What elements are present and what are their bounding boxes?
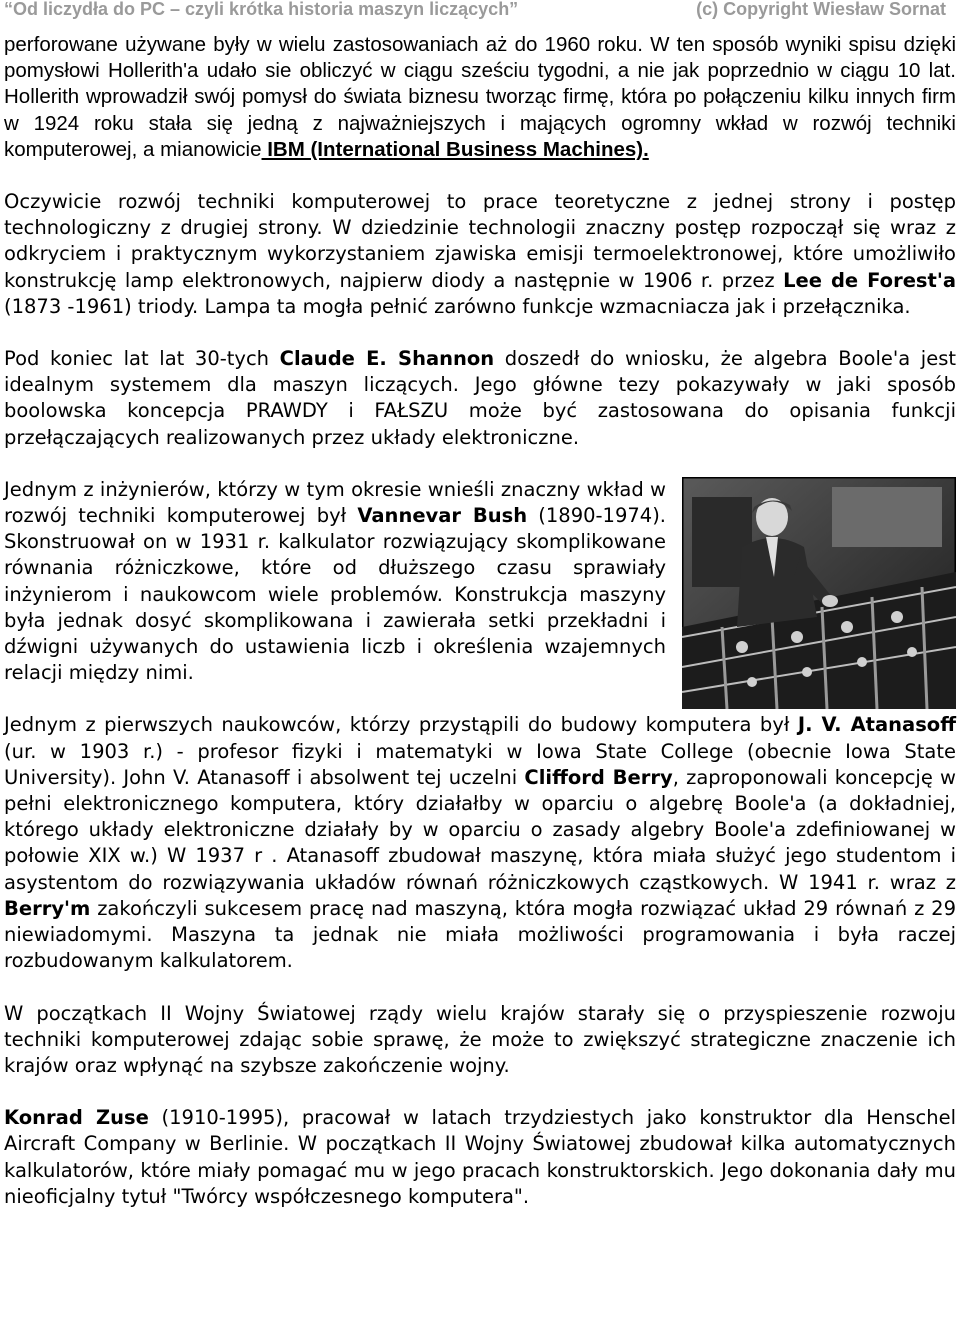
paragraph-zuse [4, 1105, 956, 1210]
paragraph-text: , zaproponowali koncepcję w pełni elektronicznego komputera, który działałby w oparciu o algebrę Boole'a (a dokładniej, którego układy elektroniczne działały by w oparciu o zasady algebry Boole'a zdefiniowanej w połowie XIX w.) W 1937 r . Atanasoff zbudował maszynę, która miała służyć jego studentom i asystentom do rozwiązywania układów równań różniczkowych cząstkowych. W 1941 r. wraz z [4, 765, 956, 894]
name-berry: Berry'm [4, 896, 91, 920]
header-copyright: (c) Copyright Wiesław Sornat [696, 0, 946, 19]
paragraph-text: (1910-1995), pracował w latach trzydziestych jako konstruktor dla Henschel Aircraft Company w Berlinie. W początkach II Wojny Światowej zbudował kilka automatycznych kalkulatorów, które miały pomagać mu w jego pracach konstruktorskich. Jego dokonania dały mu nieoficjalny tytuł "Twórcy współczesnego komputera". [4, 1106, 956, 1208]
paragraph-text: W początkach II Wojny Światowej rządy wielu krajów starały się o przyspieszenie rozwoju techniki komputerowej zdając sobie sprawę, że może to zwiększyć strategiczne znaczenie ich krajów oraz wpłynąć na szybsze zakończenie wojny. [4, 1001, 956, 1077]
name-clifford-berry: Clifford Berry [524, 765, 673, 789]
name-bush: Vannevar Bush [357, 504, 528, 528]
paragraph-hollerith [4, 32, 956, 163]
paragraph-ww2 [4, 1001, 956, 1080]
running-header [4, 0, 956, 22]
paragraph-text: (ur. w 1903 r.) - profesor fizyki i matematyki w Iowa State College (obecnie Iowa State University). John V. Atanasoff i absolwent tej uczelni [4, 739, 956, 789]
paragraph-text: (1873 -1961) triody. Lampa ta mogła pełnić zarówno funkcje wzmacniacza jak i przełącznika. [4, 294, 911, 318]
vannevar-bush-photo [682, 477, 956, 709]
paragraph-text: Jednym z inżynierów, którzy w tym okresie wnieśli znaczny wkład w rozwój techniki komputerowej był [4, 477, 666, 528]
document-body [4, 32, 956, 1210]
paragraph-text: Oczywicie rozwój techniki komputerowej to prace teoretyczne z jednej strony i postęp technologiczny z drugiej strony. W dziedzinie technologii znaczny postęp rozpoczął się wraz z odkryciem i praktycznym wykorzystaniem zjawiska emisji termoelektronowej, które umożliwiło konstrukcję lamp elektronowych, najpierw diody a następnie w 1906 r. przez [4, 190, 956, 292]
header-title: “Od liczydła do PC – czyli krótka historia maszyn liczących” [4, 0, 519, 19]
name-zuse: Konrad Zuse [4, 1106, 149, 1130]
paragraph-text: Pod koniec lat lat 30-tych [4, 347, 280, 371]
name-atanasoff: J. V. Atanasoff [797, 713, 956, 737]
paragraph-atanasoff [4, 712, 956, 974]
paragraph-bush [4, 477, 666, 687]
paragraph-text: (1890-1974). Skonstruował on w 1931 r. kalkulator rozwiązujący skomplikowane równania różniczkowe, które od dłuższego czasu sprawiały inżynierom i naukowcom wiele problemów. Konstrukcja maszyny była jednak dosyć skomplikowana i zawierała setki przekładni i dźwigni używanych do ustawienia liczb i określenia wzajemnych relacji między nimi. [4, 504, 666, 685]
ibm-link: IBM (International Business Machines). [261, 137, 649, 161]
name-shannon: Claude E. Shannon [279, 347, 495, 371]
paragraph-text: zakończyli sukcesem pracę nad maszyną, która mogła rozwiązać układ 29 równań z 29 niewiadomymi. Maszyna ta jednak nie miała możliwości programowania i była raczej rozbudowanym kalkulatorem. [4, 896, 956, 973]
paragraph-text: Jednym z pierwszych naukowców, którzy przystąpili do budowy komputera był [4, 713, 798, 737]
bush-section [4, 477, 956, 687]
paragraph-lamps [4, 189, 956, 320]
paragraph-shannon [4, 346, 956, 451]
paragraph-text: doszedł do wniosku, że algebra Boole'a jest idealnym systemem dla maszyn liczących. Jego główne tezy pokazywały w jaki sposób boolowska koncepcja PRAWDY i FAŁSZU może być zastosowana do opisania funkcji przełączających realizowanych przez układy elektroniczne. [4, 347, 957, 449]
paragraph-text: perforowane używane były w wielu zastosowaniach aż do 1960 roku. W ten sposób wyniki spisu dzięki pomysłowi Hollerith'a udało sie obliczyć w ciągu sześciu tygodni, a nie jak poprzednio w ciągu 10 lat. Hollerith wprowadził swój pomysł do świata biznesu tworząc firmę, która po połączeniu kilku innych firm w 1924 roku stała się jedną z najważniejszych i mających ogromny wkład w rozwój techniki komputerowej, a mianowicie [4, 33, 956, 161]
name-de-forest: Lee de Forest'a [783, 268, 956, 292]
